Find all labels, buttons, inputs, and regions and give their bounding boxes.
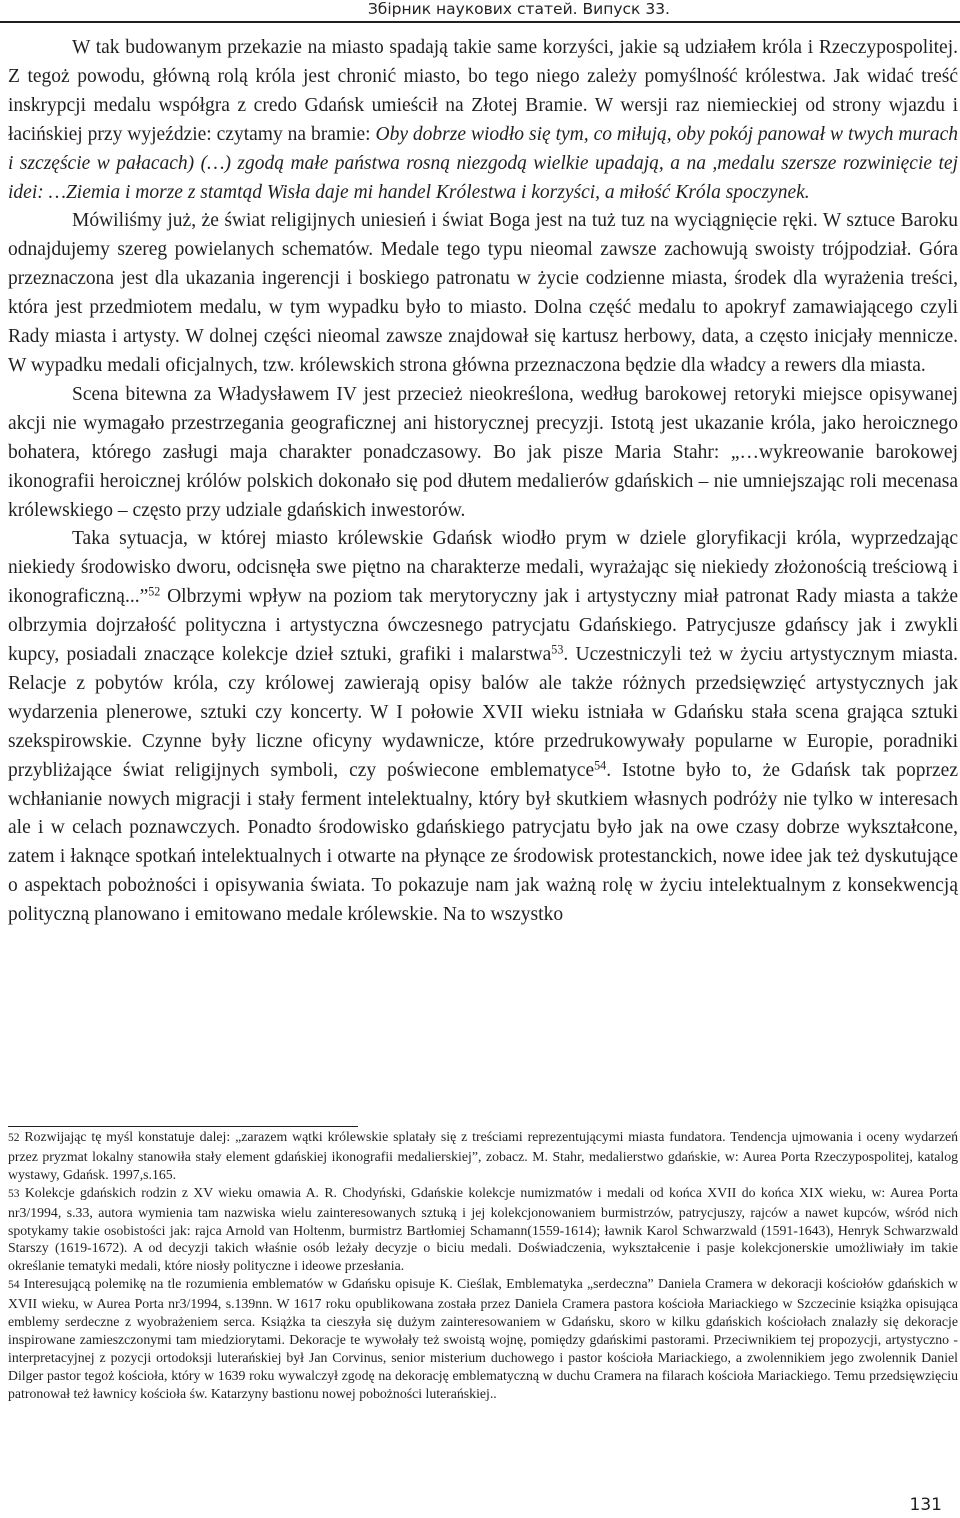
footnote-ref-53[interactable]: 53 <box>551 642 564 657</box>
main-text <box>8 34 958 930</box>
footnote-number: 54 <box>8 1279 20 1292</box>
paragraph-4-part-a: Taka sytuacja, w której miasto królewskie Gdańsk wiodło prym w dziele gloryfikacji króla, wyprzedzając niekiedy środowisko dworu, odcisnęła swe piętno na charakterze medali, wyrażając się niekiedy złożonością treściową i ikonograficzną...” <box>8 528 958 608</box>
header-rule <box>0 21 960 23</box>
paragraph-3: Scena bitewna za Władysławem IV jest przecież nieokreślona, według barokowej retoryki miejsce opisywanej akcji nie wymagało przestrzegania geograficznej ani historycznej precyzji. Istotą jest ukazanie króla, jako heroicznego bohatera, którego zasługi maja charakter ponadczasowy. Bo jak pisze Maria Stahr: „…wykreowanie barokowej ikonografii heroicznej królów polskich dokonało się pod dłutem medalierów gdańskich – nie umniejszając roli mecenasa królewskiego – często przy udziale gdańskich inwestorów. <box>8 383 958 521</box>
journal-title: Збірник наукових статей. Випуск 33. <box>367 0 670 18</box>
footnote <box>8 1128 958 1184</box>
footnote-number: 52 <box>8 1132 20 1144</box>
paragraph-1-text: W tak budowanym przekazie na miasto spadają takie same korzyści, jakie są udziałem króla i Rzeczypospolitej. Z tegoż powodu, główną rolą króla jest chronić miasto, bo tego niego zależy pomyślność królestwa. Jak widać treść inskrypcji medalu współgra z credo Gdańsk umieścił na Złotej Bramie. W wersji raz niemieckiej od strony wjazdu i łacińskiej przy wyjeździe: czytamy na bramie: <box>8 37 958 145</box>
footnote <box>8 1275 958 1402</box>
paragraph-4 <box>8 525 958 930</box>
running-header <box>0 0 960 22</box>
footnote <box>8 1184 958 1276</box>
page-number: 131 <box>909 1495 942 1515</box>
paragraph-4-part-c: . Uczestniczyli też w życiu artystycznym miasta. Relacje z pobytów króla, czy królowej zawierają opisy balów ale także różnych przedsięwzięć artystycznych jak wydarzenia plenerowe, sztuki czy koncerty. W I połowie XVII wieku istniała w Gdańsku stała scena grająca sztuki szekspirowskie. Czynne były liczne oficyny wydawnicze, które przedrukowywały popularne w Europie, poradniki przybliżające świat religijnych symboli, czy poświecone emblematyce <box>8 644 959 781</box>
footnote-text: Rozwijając tę myśl konstatuje dalej: „zarazem wątki królewskie splatały się z treściami reprezentującymi miasta fundatora. Tendencja ujmowania i oceny wydarzeń przez pryzmat lokalny stanowiła stały element gdańskiej ikonografii medalierskiej”, zobacz. M. Stahr, medalierstwo gdańskie, w: Aurea Porta Rzeczypospolitej, katalog wystawy, Gdańsk. 1997,s.165. <box>8 1129 958 1182</box>
inscription-quote: Oby dobrze wiodło się tym, co miłują, oby pokój panował w twych murach i szczęście w pałacach) (…) zgodą małe państwa rosną niezgodą wielkie upadają, a na ,medalu szersze rozwinięcie tej idei: …Ziemia i morze z stamtąd Wisła daje mi handel Królestwa i korzyści, a miłość Króla spoczynek. <box>8 123 958 203</box>
footnotes <box>8 1128 958 1403</box>
paragraph-4-part-d: . Istotne było to, że Gdańsk tak poprzez wchłanianie nowych migracji i stały ferment intelektualny, który był skutkiem własnych podróży nie tylko w interesach ale i w celach poznawczych. Ponadto środowisko gdańskiego patrycjatu było jak na owe czasy dobrze wykształcone, zatem i łaknące spotkań intelektualnych i otwarte na płynące ze środowisk protestanckich, nowe idee jak też dyskutujące o aspektach pobożności i opisywania świata. To pokazuje nam jak ważną rolę w życiu intelektualnym z konsekwencją polityczną planowano i emitowano medale królewskie. Na to wszystko <box>8 759 958 926</box>
footnote-text: Kolekcje gdańskich rodzin z XV wieku omawia A. R. Chodyński, Gdańskie kolekcje numizmatów i medali od końca XVII do końca XIX wieku, w: Aurea Porta nr3/1994, s.33, autora wymienia tam nazwiska wielu zainteresowanych sztuką i jej kolekcjonowaniem burmistrzów, patrycjuszy, rajców a nawet kupców, wśród nich spotykamy takie osobistości jak: rajca Arnold van Holtenm, burmistrz Bartłomiej Schamann(1559-1614); ławnik Karol Schwarzwald (1591-1643), Henryk Schwarzwald Starszy (1619-1672). A od decyzji takich właśnie osób leżały decyzje o biciu medali. Doświadczenia, wykształcenie i pasje kolekcjonerskie umożliwiały im takie określanie tematyki medali, które niosły polityczne i ideowe przesłania. <box>8 1184 958 1274</box>
paragraph-1 <box>8 34 958 207</box>
footnote-ref-54[interactable]: 54 <box>594 758 607 773</box>
footnote-separator <box>8 1126 358 1127</box>
paragraph-2: Mówiliśmy już, że świat religijnych uniesień i świat Boga jest na tuż tuz na wyciągnięcie ręki. W sztuce Baroku odnajdujemy szereg powielanych schematów. Medale tego typu nieomal zawsze zachowują swoisty trójpodział. Góra przeznaczona jest dla ukazania ingerencji i boskiego patronatu w życie codzienne miasta, środek dla wyrażenia treści, która jest przedmiotem medalu, w tym wypadku było to miasto. Dolna część medalu to apokryf zamawiającego czyli Rady miasta i artysty. W dolnej części nieomal zawsze znajdował się kartusz herbowy, data, a często inicjały mennicze. W wypadku medali oficjalnych, tzw. królewskich strona główna przeznaczona będzie dla władcy a rewers dla miasta. <box>8 210 958 376</box>
footnote-number: 53 <box>8 1187 20 1200</box>
paragraph-4-part-b: Olbrzymi wpływ na poziom tak merytoryczny jak i artystyczny miał patronat Rady miasta a także olbrzymia dojrzałość polityczna i artystyczna ówczesnego patrycjatu Gdańskiego. Patrycjusze gdańscy jak i zwykli kupcy, posiadali znaczące kolekcje dzieł sztuki, grafiki i malarstwa <box>8 586 958 666</box>
footnote-ref-52[interactable]: 52 <box>148 584 161 599</box>
footnote-text: Interesującą polemikę na tle rozumienia emblematów w Gdańsku opisuje K. Cieślak, Emblematyka „serdeczna” Daniela Cramera w dekoracji kościołów gdańskich w XVII wieku, w Aurea Porta nr3/1994, s.139nn. W 1617 roku opublikowana została przez Daniela Cramera pastora kościoła Mariackiego w Szczecinie książka opisująca emblemy serdeczne z wyobrażeniem serca. Książka ta cieszyła się dużym zainteresowaniem w Gdańsku, skoro w kilku gdańskich kościołach znalazły się dekoracje inspirowane zamieszczonymi tam miedziorytami. Dekoracje te wywołały też swoistą wojnę, pomiędzy gdańskimi pastorami. Przeciwnikiem tej propozycji, artystyczno - interpretacyjnej z pozycji ortodoksji luterańskiej był Jan Corvinus, senior misterium duchowego i pastor kościoła Mariackiego, a zwolennikiem jego zwolennik Daniel Dilger pastor tegoż kościoła, który w 1639 roku wywalczył zgodę na dekorację emblematyczną w duchu Cramera na filarach kościoła Mariackiego. Temu przedsięwzięciu patronował też ławnicy kościoła św. Katarzyny bastionu nowej pobożności luterańskiej.. <box>8 1276 958 1401</box>
